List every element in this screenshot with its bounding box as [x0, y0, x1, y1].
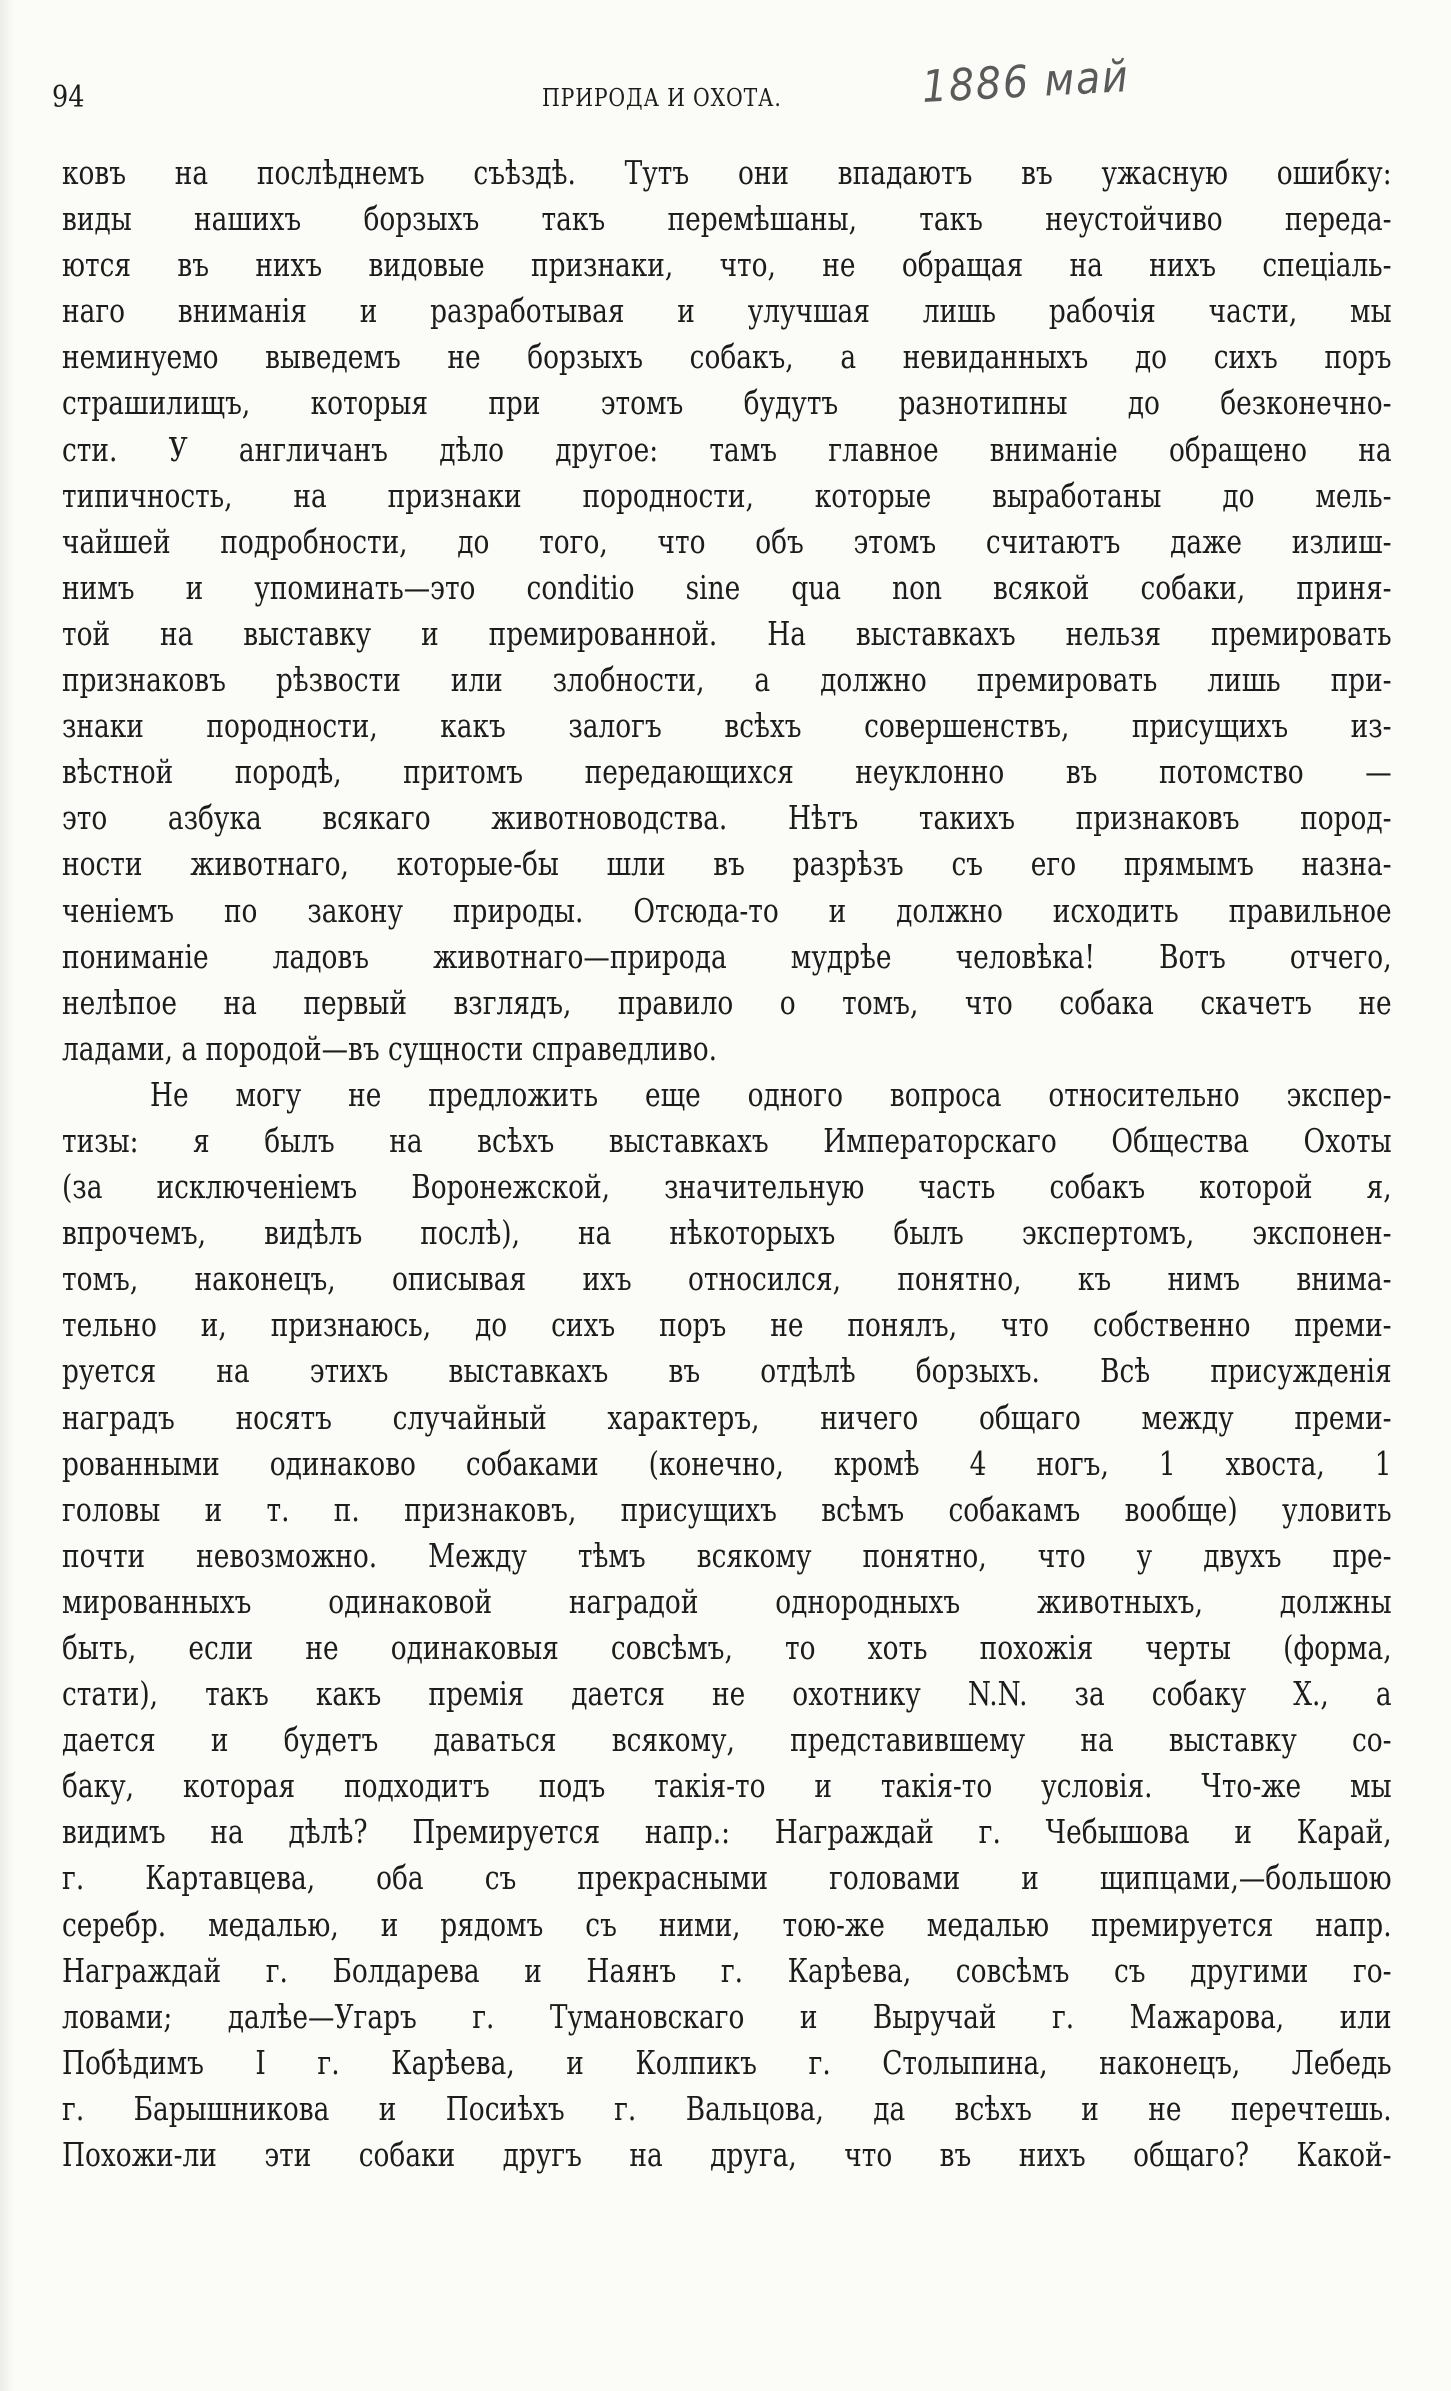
text-line: руется на этихъ выставкахъ въ отдѣлѣ борзыхъ. Всѣ присужденія: [62, 1351, 1392, 1391]
text-line: томъ, наконецъ, описывая ихъ относился, понятно, къ нимъ внима-: [62, 1259, 1392, 1299]
text-line: (за исключеніемъ Воронежской, значительную часть собакъ которой я,: [62, 1167, 1392, 1207]
text-line: ются въ нихъ видовые признаки, что, не обращая на нихъ спеціаль-: [62, 245, 1392, 285]
text-line: рованными одинаково собаками (конечно, кромѣ 4 ногъ, 1 хвоста, 1: [62, 1443, 1392, 1483]
text-line: наго вниманія и разработывая и улучшая лишь рабочія части, мы: [62, 291, 1392, 331]
text-line: стати), такъ какъ премія дается не охотнику N.N. за собаку X., а: [62, 1674, 1392, 1714]
text-line: ловами; далѣе—Угаръ г. Тумановскаго и Выручай г. Мажарова, или: [62, 1996, 1392, 2036]
paragraph-1: [62, 150, 1392, 1072]
text-line: мированныхъ одинаковой наградой однородныхъ животныхъ, должны: [62, 1581, 1392, 1621]
text-line: виды нашихъ борзыхъ такъ перемѣшаны, такъ неустойчиво переда-: [62, 199, 1392, 239]
text-line: головы и т. п. признаковъ, присущихъ всѣмъ собакамъ вообще) уловить: [62, 1489, 1392, 1529]
text-line: нелѣпое на первый взглядъ, правило о томъ, что собака скачетъ не: [62, 982, 1392, 1022]
text-line: знаки породности, какъ залогъ всѣхъ совершенствъ, присущихъ из-: [62, 706, 1392, 746]
page-number: 94: [52, 80, 85, 115]
text-line: той на выставку и премированной. На выставкахъ нельзя премировать: [62, 613, 1392, 653]
text-line: впрочемъ, видѣлъ послѣ), на нѣкоторыхъ былъ экспертомъ, экспонен-: [62, 1213, 1392, 1253]
text-line: ладами, а породой—въ сущности справедливо.: [62, 1028, 718, 1068]
text-line: вѣстной породѣ, притомъ передающихся неуклонно въ потомство —: [62, 752, 1392, 792]
text-line: это азбука всякаго животноводства. Нѣтъ такихъ признаковъ пород-: [62, 798, 1392, 838]
text-line: видимъ на дѣлѣ? Премируется напр.: Награждай г. Чебышова и Карай,: [62, 1812, 1392, 1852]
text-line: Не могу не предложить еще одного вопроса относительно экспер-: [150, 1074, 1392, 1114]
text-line: почти невозможно. Между тѣмъ всякому понятно, что у двухъ пре-: [62, 1535, 1392, 1575]
text-line: тизы: я былъ на всѣхъ выставкахъ Императорскаго Общества Охоты: [62, 1120, 1392, 1160]
text-line: г. Картавцева, оба съ прекрасными головами и щипцами,—большою: [62, 1858, 1392, 1898]
text-line: Награждай г. Болдарева и Наянъ г. Карѣева, совсѣмъ съ другими го-: [62, 1950, 1392, 1990]
scan-edge-shadow: [0, 0, 14, 2391]
text-line: ченіемъ по закону природы. Отсюда-то и должно исходить правильное: [62, 890, 1392, 930]
text-line: неминуемо выведемъ не борзыхъ собакъ, а невиданныхъ до сихъ поръ: [62, 337, 1392, 377]
running-title: ПРИРОДА И ОХОТА.: [542, 84, 782, 112]
text-line: г. Барышникова и Посиѣхъ г. Вальцова, да всѣхъ и не перечтешь.: [62, 2088, 1392, 2128]
text-line: типичность, на признаки породности, которые выработаны до мель-: [62, 475, 1392, 515]
text-line: нимъ и упоминать—это conditio sine qua non всякой собаки, приня-: [62, 567, 1392, 607]
handwritten-annotation: 1886 май: [920, 51, 1131, 113]
text-line: дается и будетъ даваться всякому, представившему на выставку со-: [62, 1720, 1392, 1760]
paragraph-2: [62, 1072, 1392, 2178]
text-line: наградъ носятъ случайный характеръ, ничего общаго между преми-: [62, 1397, 1392, 1437]
text-line: Похожи-ли эти собаки другъ на друга, что въ нихъ общаго? Какой-: [62, 2135, 1392, 2175]
text-line: ковъ на послѣднемъ съѣздѣ. Тутъ они впадаютъ въ ужасную ошибку:: [62, 153, 1392, 192]
text-line: признаковъ рѣзвости или злобности, а должно премировать лишь при-: [62, 660, 1392, 700]
text-line: страшилищъ, которыя при этомъ будутъ разнотипны до безконечно-: [62, 383, 1392, 423]
text-line: серебр. медалью, и рядомъ съ ними, тою-же медалью премируется напр.: [62, 1904, 1392, 1944]
text-line: Побѣдимъ I г. Карѣева, и Колпикъ г. Столыпина, наконецъ, Лебедь: [62, 2042, 1392, 2082]
text-line: ности животнаго, которые-бы шли въ разрѣзъ съ его прямымъ назна-: [62, 844, 1392, 884]
text-line: пониманіе ладовъ животнаго—природа мудрѣе человѣка! Вотъ отчего,: [62, 936, 1392, 976]
page-header: [52, 51, 1391, 130]
text-line: баку, которая подходитъ подъ такія-то и такія-то условія. Что-же мы: [62, 1766, 1392, 1806]
text-line: быть, если не одинаковыя совсѣмъ, то хоть похожія черты (форма,: [62, 1628, 1392, 1667]
text-line: чайшей подробности, до того, что объ этомъ считаютъ даже излиш-: [62, 521, 1392, 561]
body-text: [62, 150, 1392, 2178]
text-line: тельно и, признаюсь, до сихъ поръ не понялъ, что собственно преми-: [62, 1305, 1392, 1345]
text-line: сти. У англичанъ дѣло другое: тамъ главное вниманіе обращено на: [62, 429, 1392, 469]
